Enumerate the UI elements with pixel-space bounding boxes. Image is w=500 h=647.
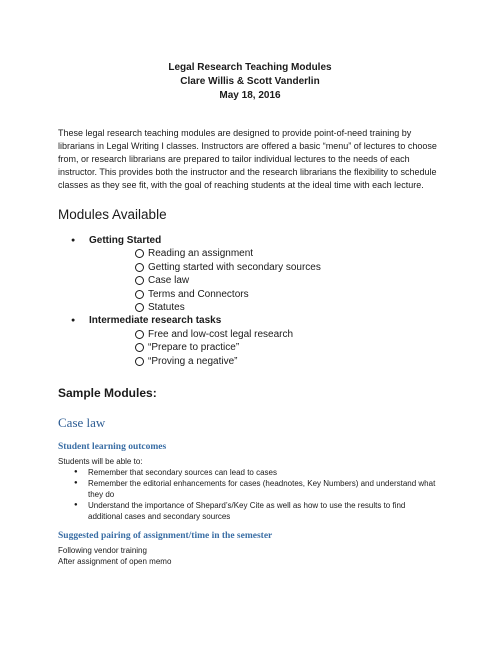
- pairing-line: After assignment of open memo: [58, 557, 172, 566]
- hollow-circle-bullet-icon: [135, 276, 144, 285]
- module-item: [89, 247, 458, 260]
- modules-outline: [58, 234, 458, 368]
- module-item-label: Free and low-cost legal research: [148, 328, 294, 340]
- sample-modules-heading: Sample Modules:: [58, 386, 157, 400]
- module-item-label: Case law: [148, 275, 190, 287]
- module-item: [89, 355, 458, 368]
- hollow-circle-bullet-icon: [135, 357, 144, 366]
- module-item: [89, 261, 458, 274]
- learning-outcome-item: ● Remember that secondary sources can lead to cases: [58, 467, 438, 478]
- module-group-list: [58, 234, 458, 368]
- document-title: Legal Research Teaching Modules: [168, 62, 332, 73]
- learning-outcomes-list: [58, 467, 438, 522]
- learning-outcome-item: ● Understand the importance of Shepard’s/Key Cite as well as how to use the results to find additional cases and secondary sources: [58, 500, 438, 522]
- module-item: [89, 288, 458, 301]
- learning-outcomes-heading: Student learning outcomes: [58, 442, 167, 452]
- module-item: [89, 274, 458, 287]
- document-authors: Clare Willis & Scott Vanderlin: [180, 76, 320, 87]
- pairing-line: Following vendor training: [58, 546, 147, 555]
- module-item-label: Terms and Connectors: [148, 288, 249, 300]
- intro-paragraph: These legal research teaching modules are designed to provide point-of-need training by librarians in Legal Writing I classes. Instructors are offered a basic “menu” of lectures to choose from, or research librarians are prepared to tailor individual lectures to the needs of each instructor. This provides both the instructor and the research librarians the flexibility to schedule classes as they see fit, with the goal of reaching students at the ideal time with each lecture.: [58, 128, 437, 190]
- pairing-heading: Suggested pairing of assignment/time in the semester: [58, 531, 273, 541]
- case-law-heading: Case law: [58, 415, 106, 430]
- module-item-label: Getting started with secondary sources: [148, 261, 321, 273]
- document-header: [0, 61, 500, 103]
- learning-outcome-item: ● Remember the editorial enhancements for cases (headnotes, Key Numbers) and understand what they do: [58, 478, 438, 500]
- module-group-label: Intermediate research tasks: [89, 315, 222, 327]
- module-item: [89, 341, 458, 354]
- module-item-label: Reading an assignment: [148, 248, 254, 260]
- module-item: [89, 301, 458, 314]
- hollow-circle-bullet-icon: [135, 343, 144, 352]
- module-item-list: [89, 247, 458, 314]
- students-intro-line: Students will be able to:: [58, 457, 143, 466]
- module-group-label: Getting Started: [89, 235, 162, 246]
- module-item-label: Statutes: [148, 302, 185, 314]
- module-item-label: “Prepare to practice”: [148, 342, 240, 354]
- hollow-circle-bullet-icon: [135, 290, 144, 299]
- hollow-circle-bullet-icon: [135, 263, 144, 272]
- modules-heading: Modules Available: [58, 207, 167, 222]
- module-item: [89, 328, 458, 341]
- hollow-circle-bullet-icon: [135, 303, 144, 312]
- module-group: [58, 314, 458, 368]
- module-group: [58, 234, 458, 314]
- module-item-list: [89, 328, 458, 368]
- module-item-label: “Proving a negative”: [148, 355, 238, 367]
- document-date: May 18, 2016: [219, 90, 281, 101]
- hollow-circle-bullet-icon: [135, 330, 144, 339]
- hollow-circle-bullet-icon: [135, 249, 144, 258]
